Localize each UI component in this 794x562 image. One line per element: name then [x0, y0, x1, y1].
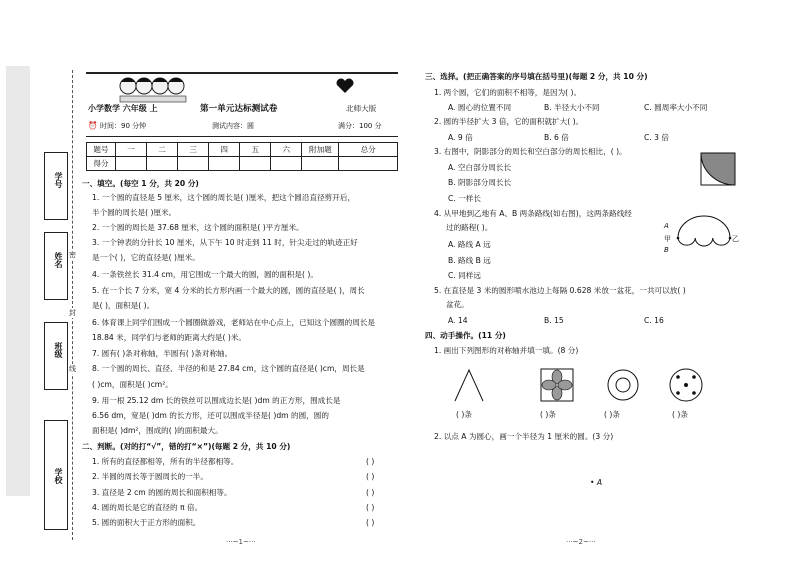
s1-line: 面积是( )dm²，围成的( )的面积最大。 — [92, 426, 223, 435]
score-cell[interactable] — [240, 157, 271, 171]
q5-text-b: 盆花。 — [446, 300, 469, 309]
score-cell[interactable] — [302, 157, 339, 171]
judge-answer-blank[interactable]: ( ) — [366, 472, 375, 481]
s4-q2-text: 2. 以点 A 为圆心，画一个半径为 1 厘米的圆。(3 分) — [434, 432, 614, 441]
q3-option-c[interactable]: C. 一样长 — [448, 194, 481, 203]
seal-char-mi: 密 — [69, 251, 76, 259]
q4-option-c[interactable]: C. 同样远 — [448, 271, 481, 280]
seal-char-xian: 线 — [69, 365, 76, 373]
axis-count-blank[interactable]: ( )条 — [672, 410, 688, 419]
table-header-cell: 六 — [271, 143, 302, 157]
q3-option-b[interactable]: B. 阴影部分周长长 — [448, 178, 512, 187]
table-header-cell: 三 — [178, 143, 209, 157]
judge-item: 3. 直径是 2 cm 的圆的周长和面积相等。 — [92, 488, 232, 497]
judge-answer-blank[interactable]: ( ) — [366, 488, 375, 497]
q5-option-b[interactable]: B. 15 — [544, 316, 564, 325]
table-header-cell: 附加题 — [302, 143, 339, 157]
subject-label: 小学数学 六年级 上 — [88, 104, 158, 113]
q4-option-b[interactable]: B. 路线 B 远 — [448, 256, 491, 265]
s1-line: 半个圆的周长是( )厘米。 — [92, 208, 177, 217]
route-figure — [670, 208, 742, 254]
q3-text: 3. 右图中，阴影部分的周长和空白部分的周长相比，( )。 — [434, 147, 627, 156]
q2-option-b[interactable]: B. 6 倍 — [544, 133, 569, 142]
table-header-cell: 五 — [240, 143, 271, 157]
judge-item: 1. 所有的直径都相等，所有的半径都相等。 — [92, 457, 239, 466]
s1-line: 3. 一个钟表的分针长 10 厘米，从下午 10 时走到 11 时，针尖走过的轨迹正好 — [92, 238, 358, 247]
clock-icon: ⏰ — [88, 121, 98, 130]
s1-line: 9. 用一根 25.12 dm 长的铁丝可以围成边长是( )dm 的正方形，围成长是 — [92, 396, 341, 405]
edition-label: 北师大版 — [346, 104, 377, 113]
s1-line: ( )cm，面积是( )cm²。 — [92, 380, 173, 389]
flower-square-figure — [540, 368, 574, 402]
route-label-yi: 乙 — [732, 235, 739, 243]
page-number-1: ···~1~··· — [226, 538, 256, 546]
table-row — [87, 157, 398, 171]
section1-title: 一、填空。(每空 1 分，共 20 分) — [82, 179, 199, 188]
s1-line: 7. 圆有( )条对称轴，半圆有( )条对称轴。 — [92, 349, 233, 358]
s1-line: 2. 一个圆的周长是 37.68 厘米，这个圆的面积是( )平方厘米。 — [92, 223, 304, 232]
s1-line: 8. 一个圆的周长、直径、半径的和是 27.84 cm，这个圆的直径是( )cm，周长是 — [92, 364, 365, 373]
q1-option-c[interactable]: C. 圆周率大小不同 — [644, 103, 708, 112]
q5-text-a: 5. 在直径是 3 米的圆形喷水池边上每隔 0.628 米放一盆花，一共可以放( ) — [434, 286, 686, 295]
quarter-circle-figure — [700, 152, 738, 186]
q5-option-c[interactable]: C. 16 — [644, 316, 664, 325]
q4-text-b: 过的路程( )。 — [446, 223, 493, 232]
student-id-label: 学号 — [54, 172, 63, 188]
score-cell[interactable] — [339, 157, 398, 171]
table-header-cell: 四 — [209, 143, 240, 157]
q4-text-a: 4. 从甲地到乙地有 A、B 两条路线(如右图)，这两条路线经 — [434, 209, 632, 218]
dotted-circle-figure — [666, 366, 706, 404]
s1-line: 是一个( )，它的直径是( )厘米。 — [92, 253, 200, 262]
name-label: 姓名 — [54, 252, 63, 268]
score-cell[interactable] — [178, 157, 209, 171]
q1-option-b[interactable]: B. 半径大小不同 — [544, 103, 600, 112]
route-label-jia: 甲 — [664, 235, 671, 243]
s1-line: 5. 在一个长 7 分米，宽 4 分米的长方形内画一个最大的圆，圆的直径是( )，周长 — [92, 286, 365, 295]
section2-title: 二、判断。(对的打“√”，错的打“×”)(每题 2 分，共 10 分) — [82, 442, 291, 451]
s1-line: 是( )，面积是( )。 — [92, 301, 155, 310]
exam-title: 第一单元达标测试卷 — [200, 104, 278, 114]
ring-figure — [606, 368, 640, 402]
table-row-label: 得分 — [87, 157, 116, 171]
q2-option-c[interactable]: C. 3 倍 — [644, 133, 669, 142]
q2-option-a[interactable]: A. 9 倍 — [448, 133, 473, 142]
section3-title: 三、选择。(把正确答案的序号填在括号里)(每题 2 分，共 10 分) — [425, 72, 648, 81]
q2-text: 2. 圆的半径扩大 3 倍，它的面积就扩大( )。 — [434, 117, 584, 126]
page-number-2: ···~2~··· — [566, 538, 596, 546]
judge-item: 5. 圆的面积大于正方形的面积。 — [92, 518, 201, 527]
s1-line: 4. 一条铁丝长 31.4 cm，用它围成一个最大的圆，圆的面积是( )。 — [92, 270, 318, 279]
axis-count-blank[interactable]: ( )条 — [540, 410, 556, 419]
s4-q1-text: 1. 画出下列图形的对称轴并填一填。(8 分) — [434, 346, 579, 355]
score-cell[interactable] — [209, 157, 240, 171]
score-cell[interactable] — [147, 157, 178, 171]
letter-a-figure — [452, 368, 486, 402]
heart-icon — [336, 78, 354, 94]
q3-option-a[interactable]: A. 空白部分周长长 — [448, 163, 512, 172]
school-label: 学校 — [54, 468, 63, 484]
q5-option-a[interactable]: A. 14 — [448, 316, 468, 325]
class-label: 班级 — [54, 342, 63, 358]
judge-item: 2. 半圆的周长等于圆周长的一半。 — [92, 472, 208, 481]
judge-answer-blank[interactable]: ( ) — [366, 518, 375, 527]
q4-option-a[interactable]: A. 路线 A 远 — [448, 240, 491, 249]
table-header-cell: 二 — [147, 143, 178, 157]
s1-line: 6.56 dm，宽是( )dm 的长方形，还可以围成半径是( )dm 的圆，圆的 — [92, 411, 329, 420]
table-header-cell: 总分 — [339, 143, 398, 157]
table-row — [87, 143, 398, 157]
section4-title: 四、动手操作。(11 分) — [425, 331, 506, 340]
kids-logo-icon — [118, 74, 190, 104]
s1-line: 18.84 米，同学们与老师的距离大约是( )米。 — [92, 333, 246, 342]
table-header-cell: 一 — [116, 143, 147, 157]
s1-line: 1. 一个圆的直径是 5 厘米，这个圆的周长是( )厘米，把这个圆沿直径剪开后， — [92, 193, 356, 202]
full-score-label: 满分：100 分 — [338, 122, 382, 130]
s1-line: 6. 体育课上同学们围成一个圆圈做游戏，老师站在中心点上，已知这个圆圈的周长是 — [92, 318, 376, 327]
point-a-label: • A — [590, 478, 603, 487]
score-table — [86, 142, 398, 171]
judge-answer-blank[interactable]: ( ) — [366, 457, 375, 466]
sidebar-strip — [6, 66, 30, 496]
time-label: 时间：90 分钟 — [100, 122, 147, 130]
judge-answer-blank[interactable]: ( ) — [366, 503, 375, 512]
q1-text: 1. 两个圆，它们的面积不相等，是因为( )。 — [434, 88, 582, 97]
route-label-a: A — [664, 222, 669, 230]
score-cell[interactable] — [271, 157, 302, 171]
content-label: 测试内容：圆 — [212, 122, 254, 130]
q1-option-a[interactable]: A. 圆心的位置不同 — [448, 103, 512, 112]
judge-item: 4. 圆的周长是它的直径的 π 倍。 — [92, 503, 203, 512]
seal-char-feng: 封 — [69, 309, 76, 317]
axis-count-blank[interactable]: ( )条 — [604, 410, 620, 419]
score-cell[interactable] — [116, 157, 147, 171]
seal-line — [72, 70, 73, 540]
route-label-b: B — [664, 246, 669, 254]
table-header-cell: 题号 — [87, 143, 116, 157]
axis-count-blank[interactable]: ( )条 — [456, 410, 472, 419]
